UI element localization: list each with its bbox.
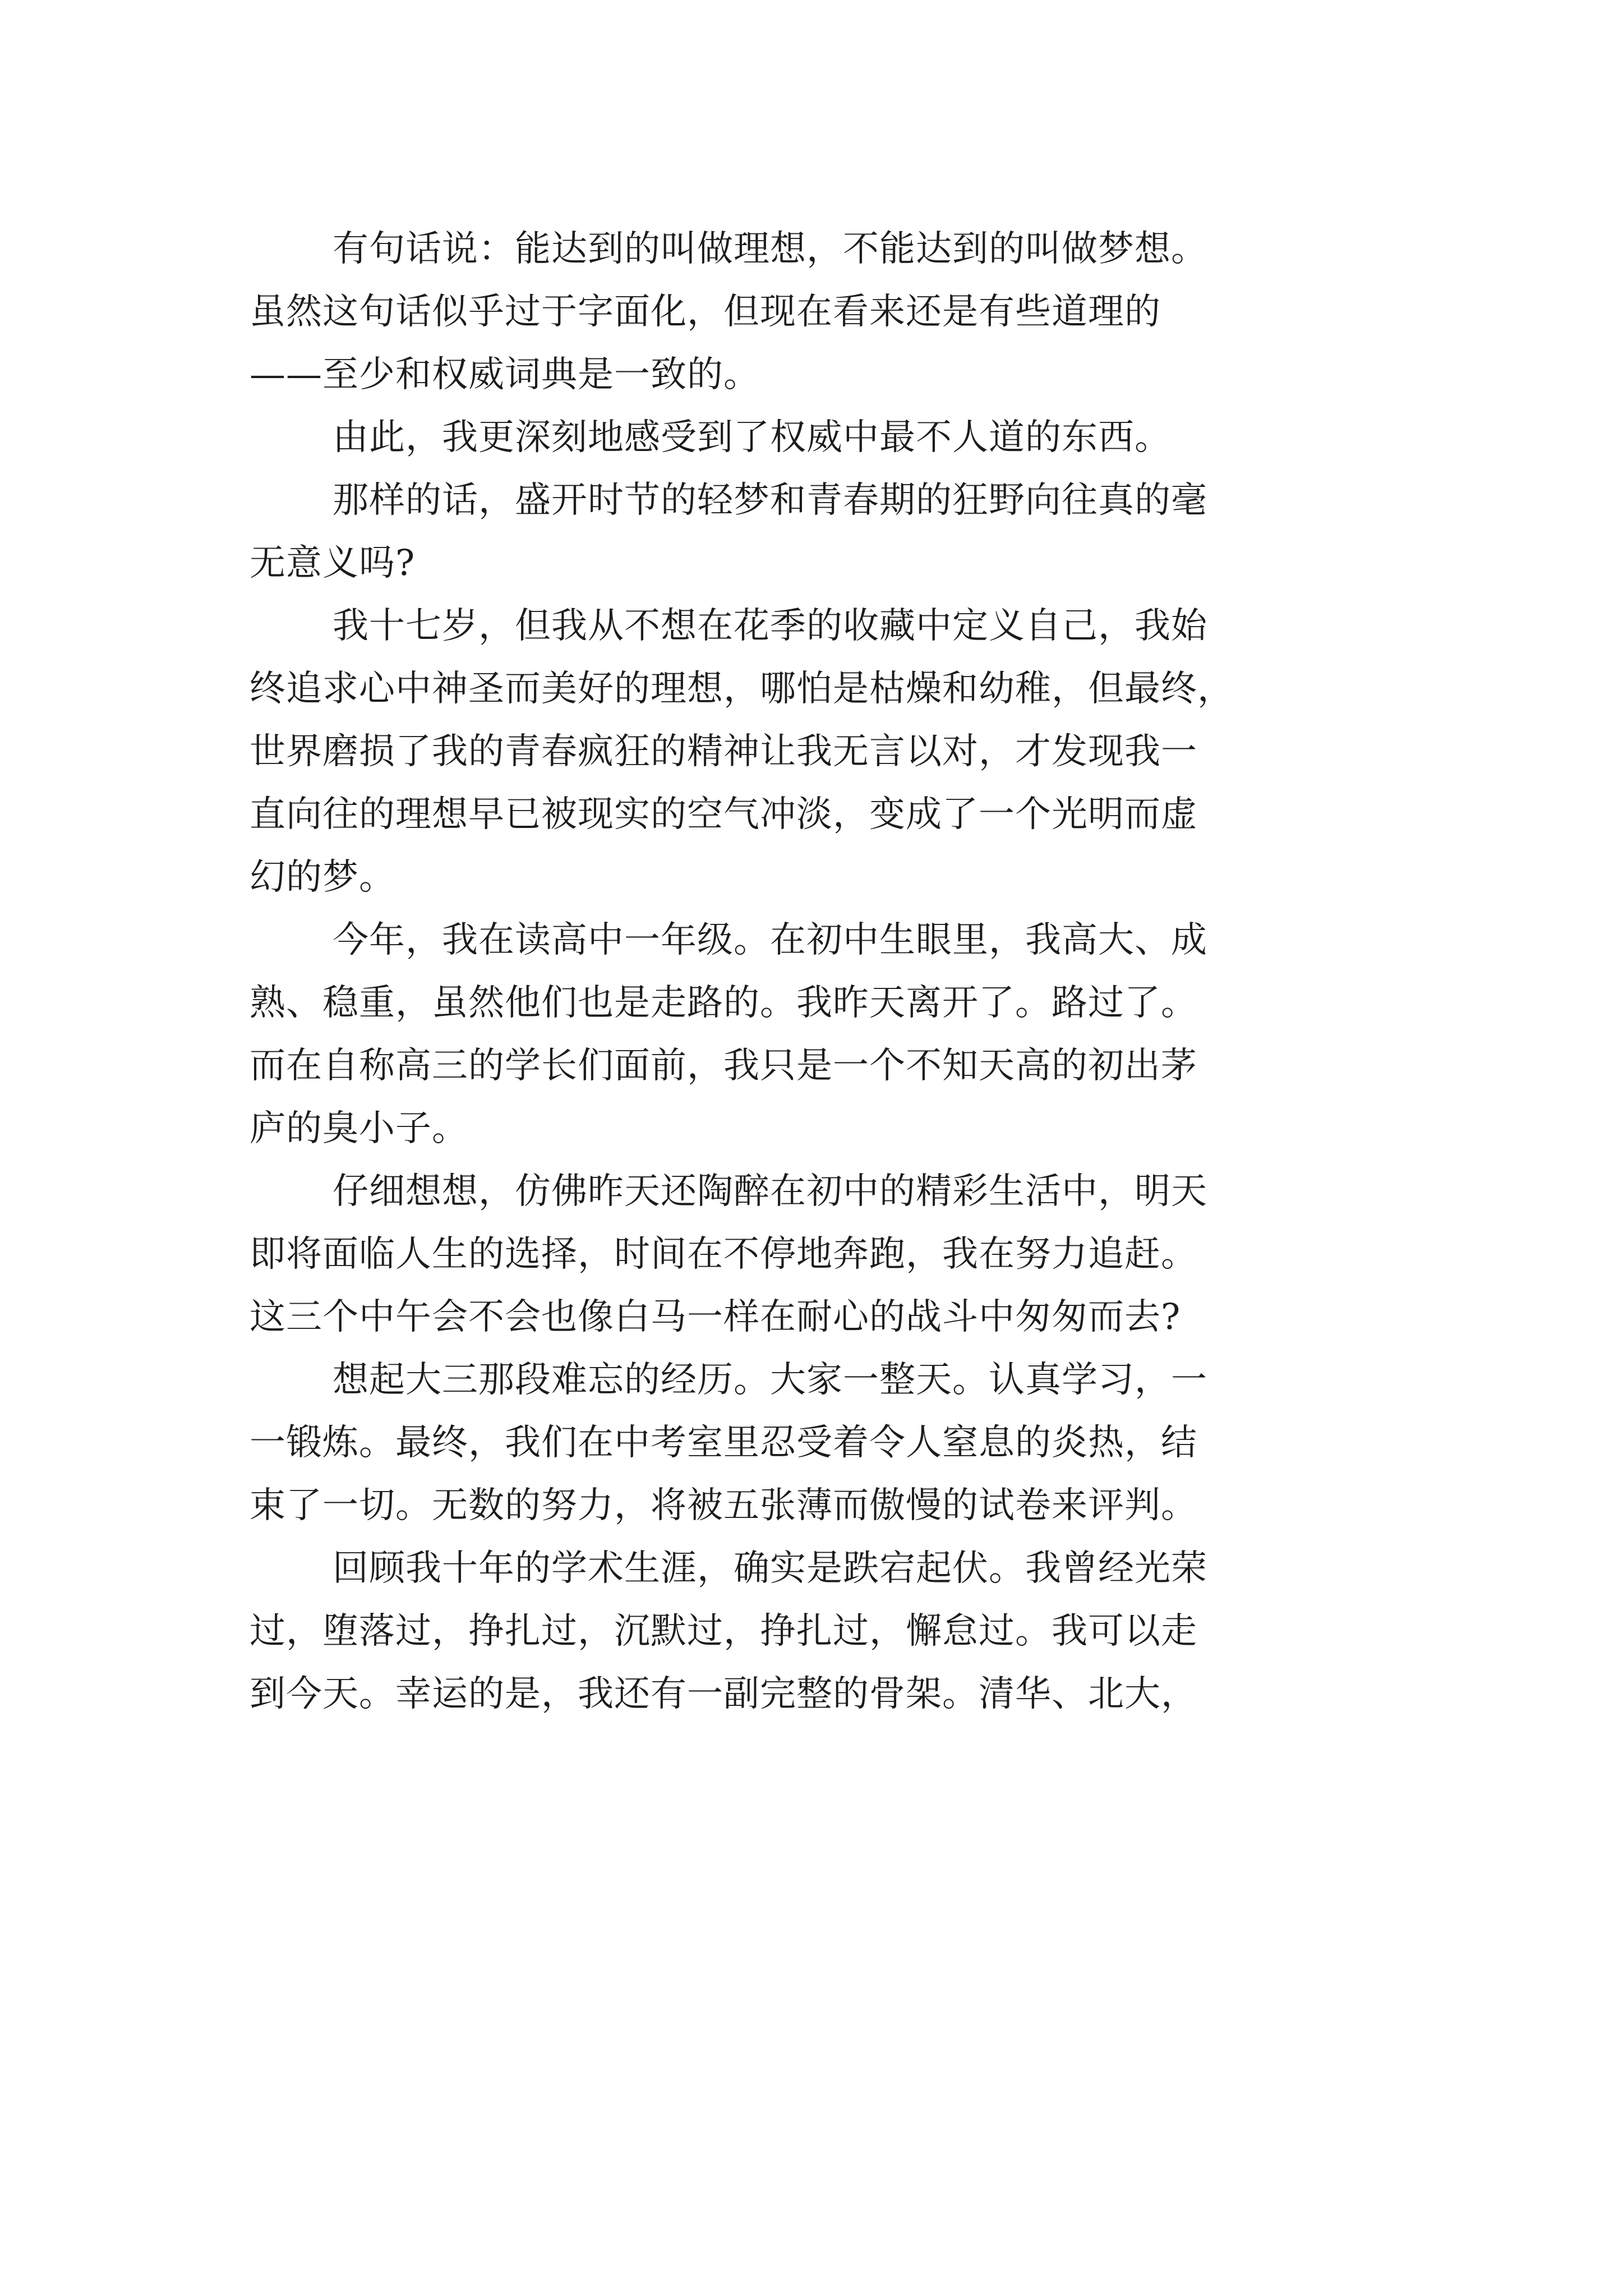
paragraph-4-line-1: 我十七岁，但我从不想在花季的收藏中定义自己，我始 bbox=[333, 605, 1207, 647]
document-body bbox=[250, 218, 1394, 1726]
paragraph-6-line-1: 仔细想想，仿佛昨天还陶醉在初中的精彩生活中，明天 bbox=[333, 1171, 1207, 1212]
paragraph-5-line-4: 庐的臭小子。 bbox=[250, 1108, 468, 1149]
paragraph-8-line-2: 过，堕落过，挣扎过，沉默过，挣扎过，懈怠过。我可以走 bbox=[250, 1611, 1197, 1652]
paragraph-4-line-3: 世界磨损了我的青春疯狂的精神让我无言以对，才发现我一 bbox=[250, 731, 1197, 772]
paragraph-1-line-3: ——至少和权威词典是一致的。 bbox=[250, 354, 760, 395]
paragraph-4 bbox=[250, 595, 1394, 909]
paragraph-5-line-3: 而在自称高三的学长们面前，我只是一个不知天高的初出茅 bbox=[250, 1045, 1197, 1087]
paragraph-8-line-3: 到今天。幸运的是，我还有一副完整的骨架。清华、北大， bbox=[250, 1673, 1197, 1715]
paragraph-4-line-2: 终追求心中神圣而美好的理想，哪怕是枯燥和幼稚，但最终， bbox=[250, 668, 1234, 710]
paragraph-8 bbox=[250, 1537, 1394, 1726]
paragraph-1-line-2: 虽然这句话似乎过于字面化，但现在看来还是有些道理的 bbox=[250, 291, 1161, 333]
paragraph-1 bbox=[250, 218, 1394, 406]
paragraph-6 bbox=[250, 1160, 1394, 1349]
paragraph-6-line-3: 这三个中午会不会也像白马一样在耐心的战斗中匆匆而去? bbox=[250, 1296, 1181, 1338]
paragraph-7-line-3: 束了一切。无数的努力，将被五张薄而傲慢的试卷来评判。 bbox=[250, 1485, 1197, 1526]
paragraph-4-line-4: 直向往的理想早已被现实的空气冲淡，变成了一个光明而虚 bbox=[250, 794, 1197, 835]
paragraph-7-line-2: 一锻炼。最终，我们在中考室里忍受着令人窒息的炎热，结 bbox=[250, 1422, 1197, 1464]
paragraph-7 bbox=[250, 1349, 1394, 1537]
paragraph-5 bbox=[250, 909, 1394, 1160]
paragraph-3 bbox=[250, 469, 1394, 595]
paragraph-5-line-2: 熟、稳重，虽然他们也是走路的。我昨天离开了。路过了。 bbox=[250, 982, 1197, 1024]
paragraph-8-line-1: 回顾我十年的学术生涯，确实是跌宕起伏。我曾经光荣 bbox=[333, 1548, 1207, 1589]
paragraph-4-line-5: 幻的梦。 bbox=[250, 857, 395, 898]
paragraph-3-line-2: 无意义吗? bbox=[250, 542, 416, 584]
paragraph-2-line-1: 由此，我更深刻地感受到了权威中最不人道的东西。 bbox=[333, 417, 1171, 458]
paragraph-3-line-1: 那样的话，盛开时节的轻梦和青春期的狂野向往真的毫 bbox=[333, 480, 1207, 521]
paragraph-1-line-1: 有句话说：能达到的叫做理想，不能达到的叫做梦想。 bbox=[333, 228, 1207, 270]
paragraph-6-line-2: 即将面临人生的选择，时间在不停地奔跑，我在努力追赶。 bbox=[250, 1234, 1197, 1275]
paragraph-7-line-1: 想起大三那段难忘的经历。大家一整天。认真学习，一 bbox=[333, 1359, 1207, 1401]
paragraph-5-line-1: 今年，我在读高中一年级。在初中生眼里，我高大、成 bbox=[333, 919, 1207, 961]
paragraph-2 bbox=[250, 406, 1394, 469]
